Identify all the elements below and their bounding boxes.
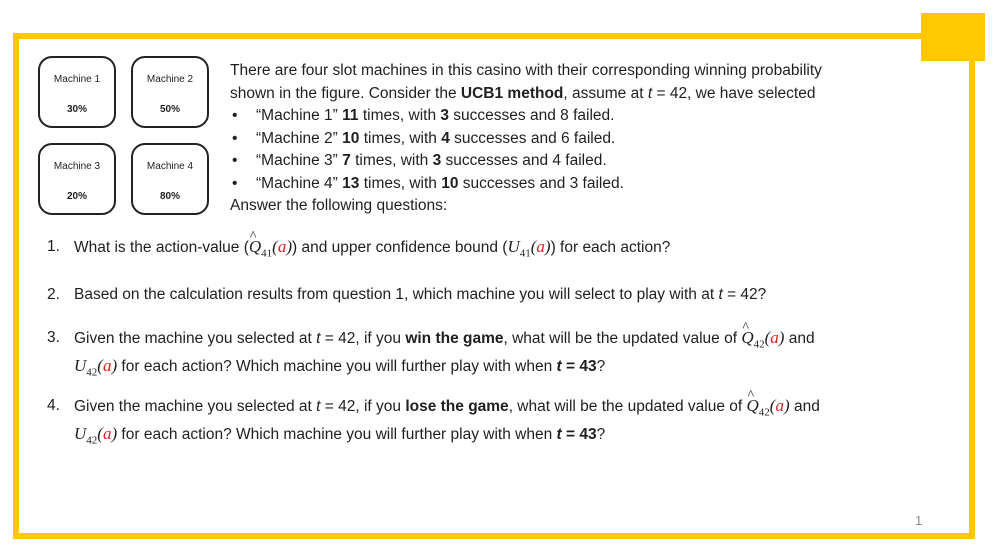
selection-times: 11	[342, 107, 359, 124]
intro-line-1: There are four slot machines in this casino with their corresponding winning probability	[230, 62, 822, 79]
question-number: 1.	[47, 238, 60, 255]
question-number: 3.	[47, 329, 60, 346]
selection-item-machine-3	[230, 150, 930, 173]
selection-text: successes and 3 failed.	[458, 174, 624, 192]
question-text-part: Given the machine you selected at	[74, 330, 317, 347]
paren: (	[97, 356, 103, 376]
selection-times: 7	[342, 152, 351, 169]
question-emphasis: lose the game	[405, 398, 509, 415]
u-41-expression	[507, 237, 551, 260]
question-number: 4.	[47, 397, 60, 414]
paren: )	[286, 237, 293, 256]
selection-text: times, with	[359, 174, 442, 192]
u-42-expression	[74, 424, 118, 447]
intro-text: shown in the figure. Consider the	[230, 84, 461, 102]
time-variable: t	[647, 84, 653, 102]
subscript: 42	[86, 366, 98, 379]
subscript: 42	[753, 338, 765, 351]
q-hat-symbol: ^ Q	[741, 327, 753, 349]
selection-list	[230, 105, 930, 195]
time-variable: t	[316, 330, 321, 347]
subscript: 41	[519, 247, 531, 260]
machine-4-probability: 80%	[159, 191, 180, 202]
question-text-part: for each action? Which machine you will further play with when	[117, 358, 557, 376]
question-text-part: ) for each action?	[550, 239, 671, 256]
machine-1-card	[38, 56, 116, 128]
selection-successes: 3	[432, 152, 442, 169]
question-text	[74, 395, 927, 452]
paren: (	[769, 396, 776, 415]
question-emphasis: win the game	[405, 330, 504, 347]
question-4	[47, 395, 927, 452]
q-hat-41-expression	[248, 237, 293, 260]
selection-successes: 10	[441, 174, 459, 192]
machine-3-probability: 20%	[66, 191, 87, 202]
selection-times: 10	[342, 129, 360, 147]
machine-2-probability: 50%	[159, 104, 180, 115]
machine-4-name: Machine 4	[146, 161, 194, 172]
question-text-part: and	[789, 398, 820, 415]
intro-text: , assume at	[563, 84, 648, 102]
question-text-part: Given the machine you selected at	[74, 398, 317, 415]
question-text-part: and	[784, 330, 815, 347]
machine-1-name: Machine 1	[53, 74, 101, 85]
paren: )	[778, 328, 785, 347]
question-emphasis: = 43	[561, 358, 597, 376]
time-variable: t	[556, 426, 562, 444]
selection-machine-name: “Machine 3”	[256, 152, 338, 169]
u-symbol: U	[74, 424, 87, 444]
machine-1-probability: 30%	[66, 104, 87, 115]
question-text-part: , what will be the updated value of	[503, 330, 742, 347]
selection-text: successes and 8 failed.	[449, 107, 615, 124]
question-text-part: = 42?	[722, 286, 767, 303]
selection-times: 13	[342, 174, 360, 192]
q-hat-42-expression	[746, 396, 790, 419]
selection-machine-name: “Machine 2”	[256, 129, 338, 147]
selection-text: times, with	[359, 129, 442, 147]
question-text-part: , what will be the updated value of	[508, 398, 747, 415]
question-text	[74, 236, 927, 264]
q-hat-42-expression	[741, 328, 785, 351]
selection-item-machine-2	[230, 128, 930, 151]
subscript: 42	[86, 434, 98, 447]
question-2	[47, 284, 927, 306]
action-variable: a	[775, 396, 784, 415]
selection-item-machine-1	[230, 105, 930, 128]
selection-machine-name: “Machine 1”	[256, 107, 338, 124]
paren: (	[530, 237, 537, 256]
selection-text: successes and 4 failed.	[441, 152, 607, 169]
question-3	[47, 327, 927, 384]
question-text-part: What is the action-value (	[74, 239, 249, 256]
subscript: 42	[758, 406, 770, 419]
selection-machine-name: “Machine 4”	[256, 174, 338, 192]
paren: )	[544, 237, 551, 256]
paren: (	[272, 237, 278, 256]
machine-2-name: Machine 2	[146, 74, 194, 85]
time-variable: t	[718, 286, 723, 303]
machine-3-card	[38, 143, 116, 215]
question-text-part: ) and upper confidence bound (	[292, 239, 508, 256]
question-1	[47, 236, 927, 264]
q-hat-symbol: ^ Q	[747, 395, 759, 417]
selection-successes: 3	[440, 107, 449, 124]
q-hat-symbol: ^ Q	[249, 236, 261, 258]
page-number: 1	[915, 513, 923, 528]
action-variable: a	[102, 424, 112, 444]
question-text	[74, 284, 927, 306]
time-variable: t	[316, 398, 321, 415]
subscript: 41	[261, 247, 273, 260]
action-variable: a	[770, 328, 779, 347]
question-emphasis: = 43	[561, 426, 597, 444]
action-variable: a	[102, 356, 112, 376]
intro-text: = 42, we have selected	[652, 84, 816, 102]
question-text-part: Based on the calculation results from question 1, which machine you will select to play with at	[74, 286, 719, 303]
method-name: UCB1 method	[460, 84, 564, 102]
paren: (	[764, 328, 771, 347]
question-text-part: = 42, if you	[320, 330, 406, 347]
time-variable: t	[556, 358, 562, 376]
question-text-part: for each action? Which machine you will further play with when	[117, 426, 557, 444]
selection-text: successes and 6 failed.	[449, 129, 616, 147]
machine-3-name: Machine 3	[53, 161, 101, 172]
machine-4-card	[131, 143, 209, 215]
action-variable: a	[536, 237, 545, 256]
paren: (	[97, 424, 103, 444]
selection-text: times, with	[350, 152, 433, 169]
paren: )	[783, 396, 790, 415]
question-text-part: ?	[596, 358, 606, 376]
intro-line-2	[230, 83, 930, 106]
u-symbol: U	[507, 237, 520, 256]
question-text-part: = 42, if you	[320, 398, 406, 415]
paren: )	[111, 356, 118, 376]
machine-2-card	[131, 56, 209, 128]
paren: )	[111, 424, 118, 444]
question-text	[74, 327, 927, 384]
question-text-part: ?	[596, 426, 606, 444]
selection-item-machine-4	[230, 173, 930, 196]
intro-closing: Answer the following questions:	[230, 197, 448, 214]
u-42-expression	[74, 356, 118, 379]
selection-text: times, with	[358, 107, 441, 124]
question-number: 2.	[47, 286, 60, 303]
action-variable: a	[277, 237, 287, 256]
u-symbol: U	[74, 356, 87, 376]
problem-intro	[230, 60, 930, 218]
selection-successes: 4	[441, 129, 450, 147]
